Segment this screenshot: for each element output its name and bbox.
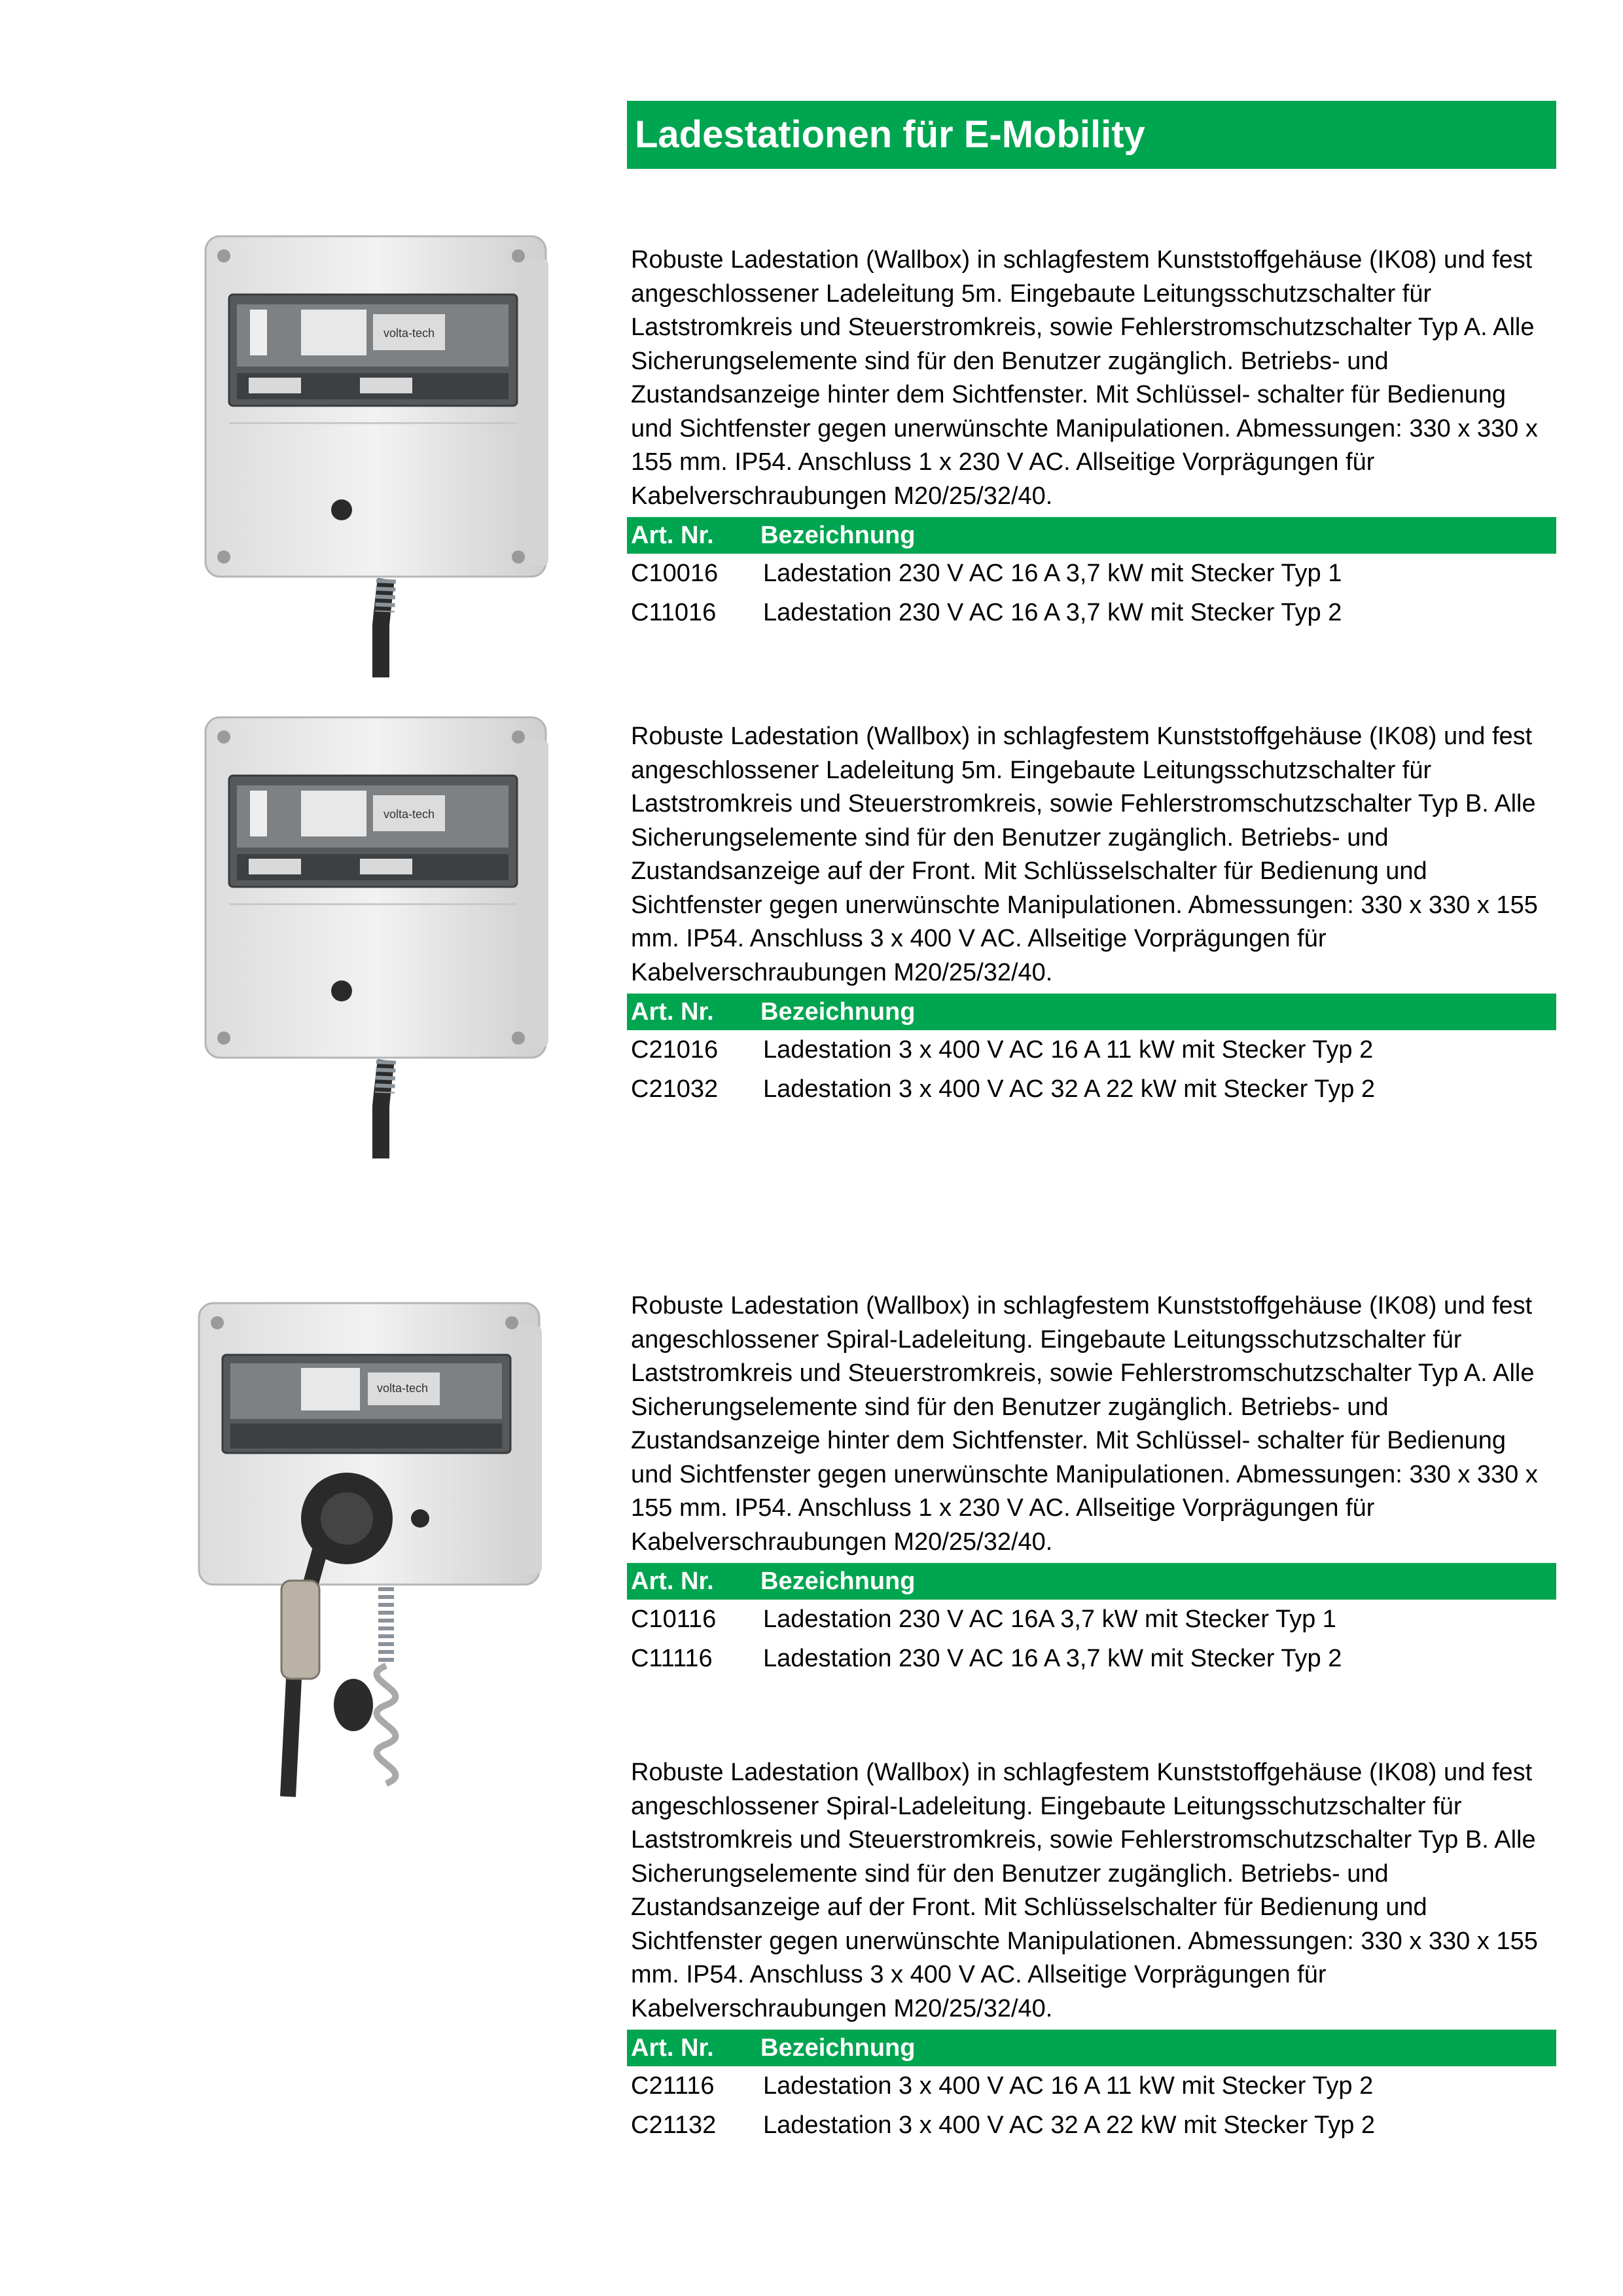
art-nr: C10116: [631, 1605, 717, 1633]
bezeichnung: Ladestation 230 V AC 16A 3,7 kW mit Stecker Typ 1: [763, 1605, 1336, 1633]
bezeichnung: Ladestation 3 x 400 V AC 32 A 22 kW mit Stecker Typ 2: [763, 1075, 1376, 1103]
wallbox-image-2: [196, 713, 563, 1158]
table-header-2: [627, 994, 1556, 1030]
art-nr: C11116: [631, 1645, 713, 1672]
product-section-4: [627, 1756, 1556, 2145]
header-art-nr: Art. Nr.: [631, 1568, 714, 1595]
wallbox-image-1: [196, 232, 563, 677]
header-bezeichnung: Bezeichnung: [760, 1568, 916, 1595]
product-section-2: [627, 720, 1556, 1109]
table-row: [627, 1069, 1556, 1109]
header-art-nr: Art. Nr.: [631, 2034, 714, 2062]
table-row: [627, 2106, 1556, 2145]
header-art-nr: Art. Nr.: [631, 522, 714, 549]
bezeichnung: Ladestation 3 x 400 V AC 32 A 22 kW mit Stecker Typ 2: [763, 2111, 1376, 2139]
table-header-4: [627, 2030, 1556, 2066]
header-bezeichnung: Bezeichnung: [760, 522, 916, 549]
bezeichnung: Ladestation 3 x 400 V AC 16 A 11 kW mit Stecker Typ 2: [763, 2072, 1374, 2100]
wallbox-logo-text-2: volta-tech: [383, 808, 435, 821]
table-row: [627, 593, 1556, 632]
art-nr: C10016: [631, 560, 719, 587]
bezeichnung: Ladestation 3 x 400 V AC 16 A 11 kW mit Stecker Typ 2: [763, 1036, 1374, 1064]
header-bezeichnung: Bezeichnung: [760, 2034, 916, 2062]
art-nr: C21116: [631, 2072, 715, 2100]
wallbox-logo-text-3: volta-tech: [377, 1382, 429, 1395]
product-description-4: Robuste Ladestation (Wallbox) in schlagfestem Kunststoffgehäuse (IK08) und fest angeschlossener Spiral-Ladeleitung. Eingebaute Leitungsschutzschalter für Laststromkreis und Steuerstromkreis, sowie Fehlerstromschutzschalter Typ B. Alle Sicherungselemente sind für den Benutzer zugänglich. Betriebs- und Zustandsanzeige auf der Front. Mit Schlüsselschalter für Bedienung und Sichtfenster gegen unerwünschte Manipulationen. Abmessungen: 330 x 330 x 155 mm. IP54. Anschluss 3 x 400 V AC. Allseitige Vorprägungen für Kabelverschraubungen M20/25/32/40.: [631, 1759, 1538, 2022]
art-nr: C21132: [631, 2111, 717, 2139]
header-bezeichnung: Bezeichnung: [760, 998, 916, 1026]
header-art-nr: Art. Nr.: [631, 998, 714, 1026]
table-header-1: [627, 517, 1556, 554]
art-nr: C21016: [631, 1036, 719, 1064]
table-row: [627, 1639, 1556, 1678]
table-row: [627, 1030, 1556, 1069]
table-row: [627, 2066, 1556, 2106]
product-description-3: Robuste Ladestation (Wallbox) in schlagfestem Kunststoffgehäuse (IK08) und fest angeschlossener Spiral-Ladeleitung. Eingebaute Leitungsschutzschalter für Laststromkreis und Steuerstromkreis, sowie Fehlerstromschutzschalter Typ A. Alle Sicherungselemente sind für den Benutzer zugänglich. Betriebs- und Zustandsanzeige hinter dem Sichtfenster. Mit Schlüssel- schalter für Bedienung und Sichtfenster gegen unerwünschte Manipulationen. Abmessungen: 330 x 330 x 155 mm. IP54. Anschluss 1 x 230 V AC. Allseitige Vorprägungen für Kabelverschraubungen M20/25/32/40.: [631, 1292, 1538, 1556]
table-row: [627, 1600, 1556, 1639]
page-title: Ladestationen für E-Mobility: [627, 101, 1556, 169]
product-description-1: Robuste Ladestation (Wallbox) in schlagfestem Kunststoffgehäuse (IK08) und fest angeschlossener Ladeleitung 5m. Eingebaute Leitungsschutzschalter für Laststromkreis und Steuerstromkreis, sowie Fehlerstromschutzschalter Typ A. Alle Sicherungselemente sind für den Benutzer zugänglich. Betriebs- und Zustandsanzeige hinter dem Sichtfenster. Mit Schlüssel- schalter für Bedienung und Sichtfenster gegen unerwünschte Manipulationen. Abmessungen: 330 x 330 x 155 mm. IP54. Anschluss 1 x 230 V AC. Allseitige Vorprägungen für Kabelverschraubungen M20/25/32/40.: [631, 246, 1538, 510]
product-description-2: Robuste Ladestation (Wallbox) in schlagfestem Kunststoffgehäuse (IK08) und fest angeschlossener Ladeleitung 5m. Eingebaute Leitungsschutzschalter für Laststromkreis und Steuerstromkreis, sowie Fehlerstromschutzschalter Typ B. Alle Sicherungselemente sind für den Benutzer zugänglich. Betriebs- und Zustandsanzeige auf der Front. Mit Schlüsselschalter für Bedienung und Sichtfenster gegen unerwünschte Manipulationen. Abmessungen: 330 x 330 x 155 mm. IP54. Anschluss 3 x 400 V AC. Allseitige Vorprägungen für Kabelverschraubungen M20/25/32/40.: [631, 723, 1538, 986]
wallbox-logo-text-1: volta-tech: [383, 327, 435, 340]
wallbox-image-3: [190, 1299, 556, 1836]
product-section-1: [627, 243, 1556, 632]
table-row: [627, 554, 1556, 593]
product-section-3: [627, 1289, 1556, 1678]
art-nr: C21032: [631, 1075, 719, 1103]
bezeichnung: Ladestation 230 V AC 16 A 3,7 kW mit Stecker Typ 1: [763, 560, 1342, 587]
art-nr: C11016: [631, 599, 717, 626]
table-header-3: [627, 1563, 1556, 1600]
bezeichnung: Ladestation 230 V AC 16 A 3,7 kW mit Stecker Typ 2: [763, 1645, 1342, 1672]
bezeichnung: Ladestation 230 V AC 16 A 3,7 kW mit Stecker Typ 2: [763, 599, 1342, 626]
